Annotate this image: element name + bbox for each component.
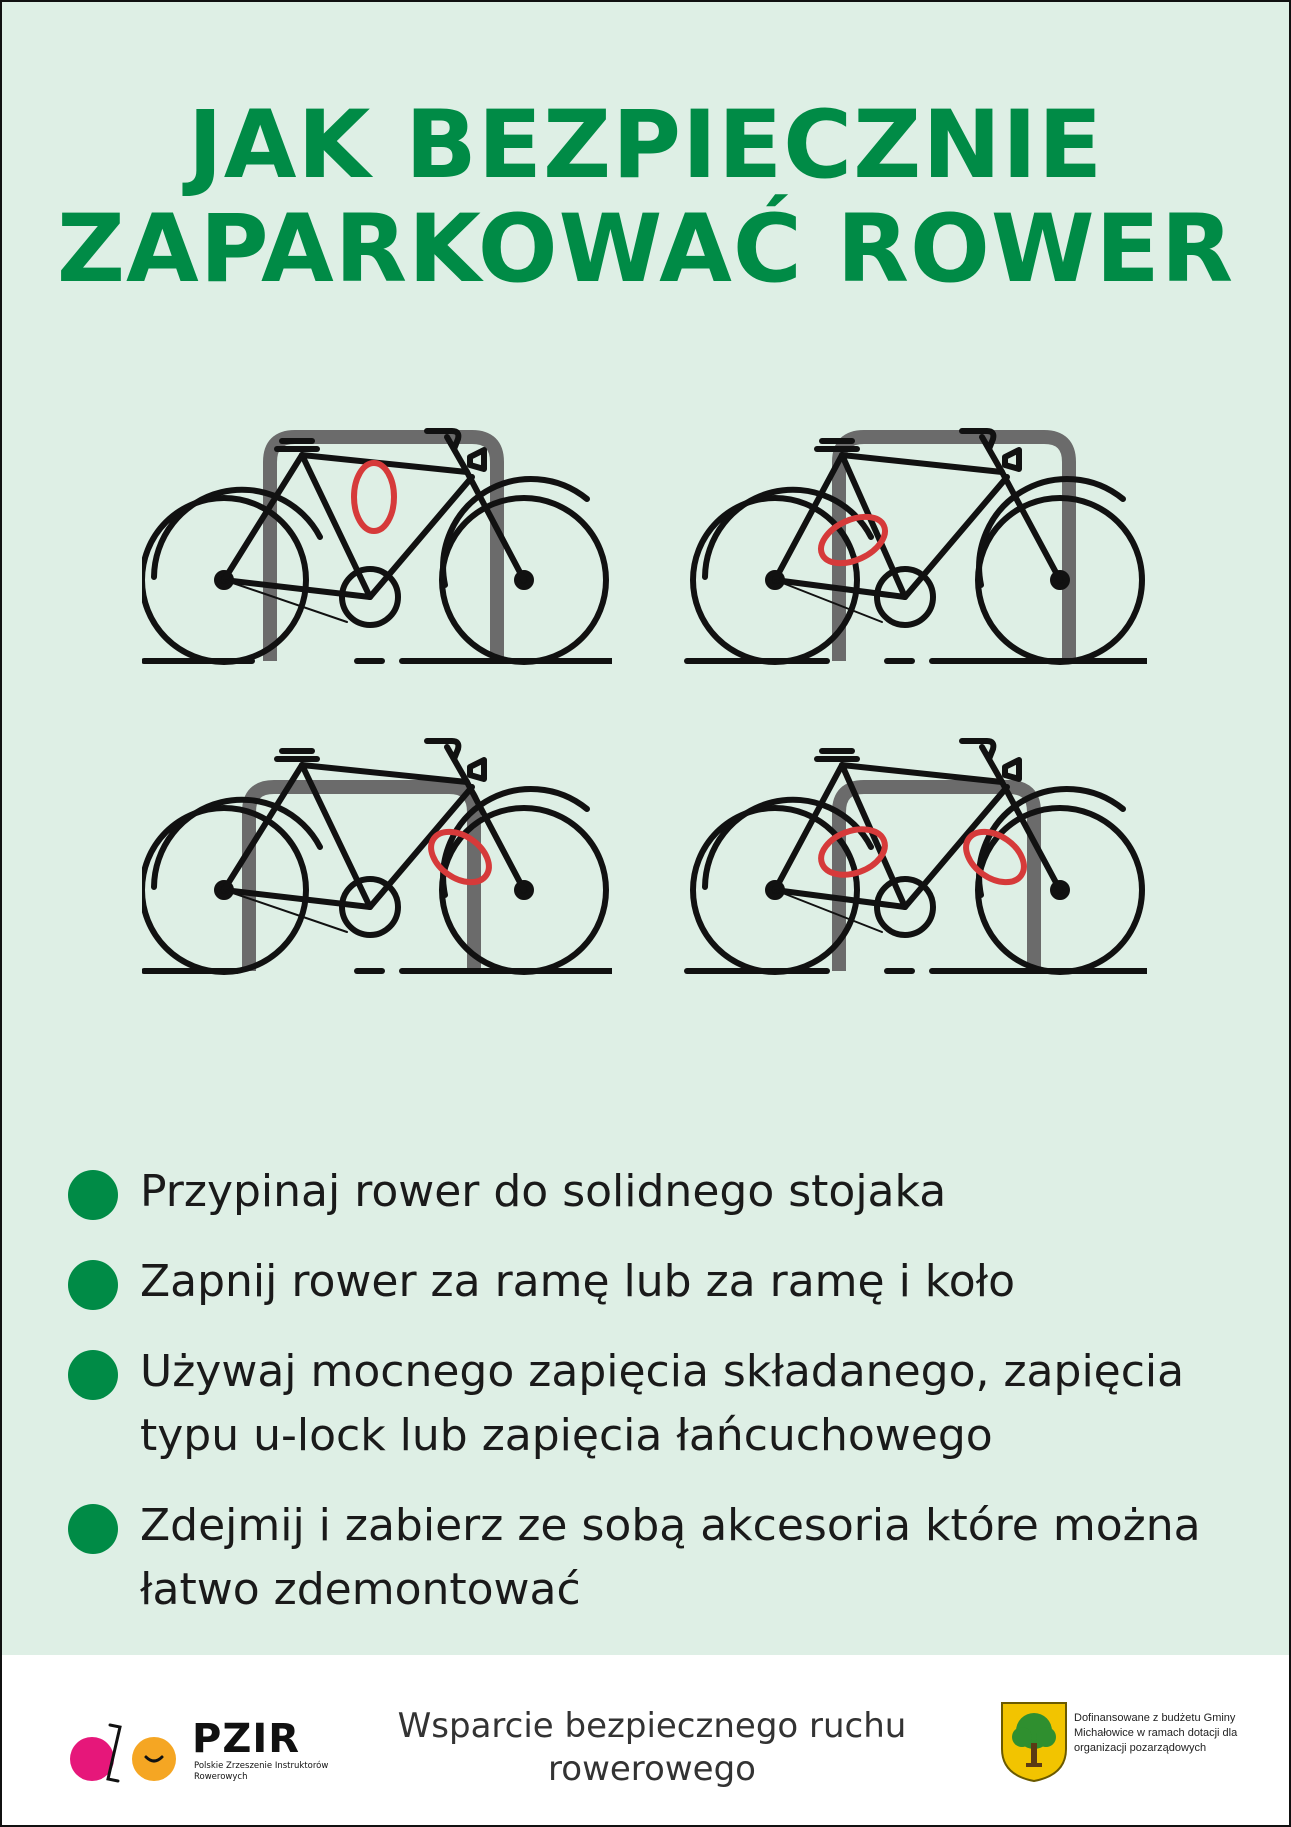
michalowice-funding-logo [1000, 1701, 1250, 1791]
bullet-dot-icon [68, 1504, 118, 1554]
pzir-name: PZIR [192, 1716, 301, 1762]
pzir-logo [68, 1717, 328, 1787]
bike-illustration-2 [677, 417, 1147, 667]
coat-of-arms-icon [1000, 1701, 1068, 1783]
page-title [2, 91, 1289, 304]
list-item [68, 1340, 1268, 1468]
title-line-1: JAK BEZPIECZNIE [187, 91, 1104, 200]
bike-illustration-1 [142, 417, 612, 667]
bike-drawing [142, 741, 612, 972]
bullet-dot-icon [68, 1260, 118, 1310]
lock-icon [354, 463, 394, 531]
bike-drawing [687, 741, 1147, 972]
pzir-mark-icon [68, 1717, 188, 1787]
title-line-2: ZAPARKOWAĆ ROWER [56, 195, 1235, 304]
footer-tagline: Wsparcie bezpiecznego ruchu rowerowego [397, 1706, 907, 1789]
footer [2, 1655, 1289, 1825]
tip-text: Zapnij rower za ramę lub za ramę i koło [140, 1256, 1016, 1307]
tip-text: Zdejmij i zabierz ze sobą akcesoria które można łatwo zdemontować [140, 1500, 1201, 1615]
bike-illustration-4 [677, 727, 1147, 977]
bike-drawing [687, 431, 1147, 662]
funding-text: Dofinansowane z budżetu Gminy Michałowice w ramach dotacji dla organizacji pozarządowych [1074, 1712, 1238, 1754]
pzir-full-name: Polskie Zrzeszenie Instruktorów Rowerowych [194, 1761, 329, 1782]
list-item [68, 1160, 1268, 1224]
list-item [68, 1494, 1268, 1622]
tip-text: Przypinaj rower do solidnego stojaka [140, 1166, 947, 1217]
poster-main [2, 2, 1289, 1655]
bike-illustration-3 [142, 727, 612, 977]
bullet-dot-icon [68, 1170, 118, 1220]
bullet-dot-icon [68, 1350, 118, 1400]
list-item [68, 1250, 1268, 1314]
tip-text: Używaj mocnego zapięcia składanego, zapięcia typu u-lock lub zapięcia łańcuchowego [140, 1346, 1185, 1461]
tips-list [68, 1160, 1268, 1648]
